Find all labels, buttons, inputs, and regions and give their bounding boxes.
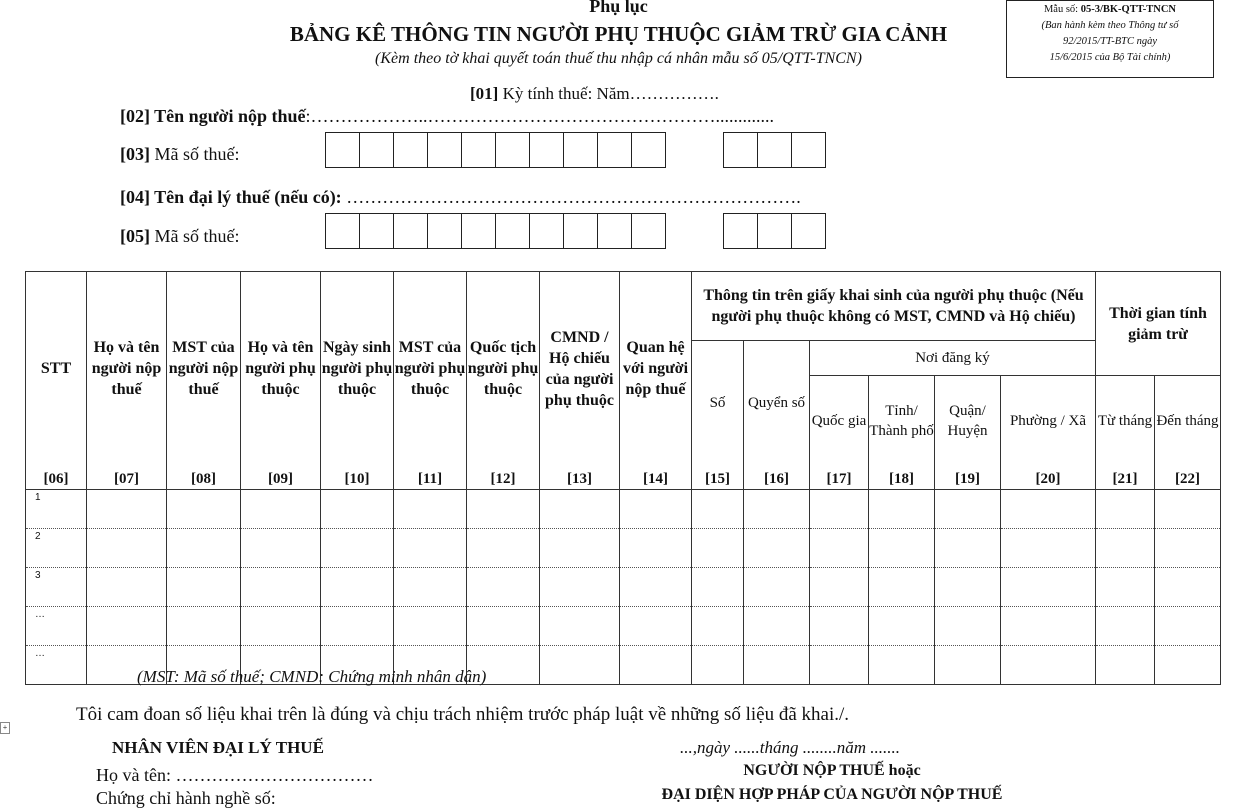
field-04-dots: …………………………………………………………………. [341, 187, 801, 207]
col-dependent-nationality: Quốc tịch người phụ thuộc [467, 272, 540, 466]
tax-period [470, 84, 719, 104]
form-note-line-1: (Ban hành kèm theo Thông tư số [1041, 20, 1179, 31]
agent-staff-title: NHÂN VIÊN ĐẠI LÝ THUẾ [112, 738, 324, 757]
column-code: [09] [241, 466, 321, 490]
column-code: [16] [744, 466, 810, 490]
field-02-code: [02] [120, 106, 150, 126]
column-code: [20] [1001, 466, 1096, 490]
taxpayer-mst-suffix-boxes[interactable] [723, 132, 825, 168]
mst-digit-box[interactable] [461, 132, 496, 168]
column-code: [11] [394, 466, 467, 490]
col-taxpayer-mst: MST của người nộp thuế [167, 272, 241, 466]
col-country: Quốc gia [810, 376, 869, 466]
column-code: [15] [692, 466, 744, 490]
mst-digit-box[interactable] [563, 132, 598, 168]
form-code-label: Mẫu số: [1043, 4, 1081, 15]
field-03-label: Mã số thuế: [150, 144, 240, 164]
declaration-text: Tôi cam đoan số liệu khai trên là đúng và chịu trách nhiệm trước pháp luật về những số liệu đã khai./. [76, 704, 850, 725]
agent-tax-code-label [120, 226, 240, 247]
row-number: 3 [26, 567, 87, 606]
form-note-line-3: 15/6/2015 của Bộ Tài chính) [1049, 52, 1171, 63]
column-code: [19] [935, 466, 1001, 490]
column-code: [06] [26, 466, 87, 490]
mst-digit-box[interactable] [325, 213, 360, 249]
period-code: [01] [470, 84, 499, 103]
row-number: 2 [26, 528, 87, 567]
field-05-label: Mã số thuế: [150, 226, 240, 246]
page-title: BẢNG KÊ THÔNG TIN NGƯỜI PHỤ THUỘC GIẢM TRỪ GIA CẢNH [289, 22, 948, 46]
column-code: [08] [167, 466, 241, 490]
table-row[interactable] [26, 489, 1221, 528]
taxpayer-tax-code-label [120, 144, 240, 165]
mst-digit-box[interactable] [393, 132, 428, 168]
col-relationship: Quan hệ với người nộp thuế [620, 272, 692, 466]
appendix-label: Phụ lục [589, 0, 648, 16]
col-dependent-dob: Ngày sinh người phụ thuộc [321, 272, 394, 466]
mst-digit-box[interactable] [529, 213, 564, 249]
row-number: 1 [26, 489, 87, 528]
col-registration-group: Nơi đăng ký [810, 341, 1096, 376]
taxpayer-mst-boxes[interactable] [325, 132, 665, 168]
column-code: [07] [87, 466, 167, 490]
agent-mst-suffix-boxes[interactable] [723, 213, 825, 249]
mst-digit-box[interactable] [723, 132, 758, 168]
agent-name-field[interactable]: Họ và tên: …………………………… [96, 765, 374, 785]
agent-certificate-field[interactable]: Chứng chỉ hành nghề số: [96, 788, 276, 808]
col-stt: STT [26, 272, 87, 466]
col-dependent-mst: MST của người phụ thuộc [394, 272, 467, 466]
dependents-table [25, 271, 1221, 685]
move-handle-icon[interactable]: + [0, 722, 10, 734]
col-birth-certificate-group: Thông tin trên giấy khai sinh của người phụ thuộc (Nếu người phụ thuộc không có MST, CMND và Hộ chiếu) [692, 272, 1096, 341]
mst-digit-box[interactable] [427, 213, 462, 249]
mst-digit-box[interactable] [529, 132, 564, 168]
mst-digit-box[interactable] [461, 213, 496, 249]
field-04-label: Tên đại lý thuế (nếu có): [150, 187, 342, 207]
row-number: … [26, 606, 87, 645]
table-row[interactable] [26, 606, 1221, 645]
mst-digit-box[interactable] [495, 213, 530, 249]
field-05-code: [05] [120, 226, 150, 246]
mst-digit-box[interactable] [359, 132, 394, 168]
column-code: [21] [1096, 466, 1155, 490]
col-birth-book: Quyển số [744, 341, 810, 466]
mst-digit-box[interactable] [597, 213, 632, 249]
mst-digit-box[interactable] [393, 213, 428, 249]
column-code: [14] [620, 466, 692, 490]
mst-digit-box[interactable] [631, 213, 666, 249]
mst-digit-box[interactable] [723, 213, 758, 249]
form-code: 05-3/BK-QTT-TNCN [1080, 4, 1177, 15]
field-03-code: [03] [120, 144, 150, 164]
col-ward: Phường / Xã [1001, 376, 1096, 466]
date-line[interactable]: ...,ngày ......tháng ........năm ....... [680, 738, 901, 757]
col-birth-number: Số [692, 341, 744, 466]
mst-digit-box[interactable] [495, 132, 530, 168]
column-code: [18] [869, 466, 935, 490]
row-number: … [26, 645, 87, 684]
mst-digit-box[interactable] [427, 132, 462, 168]
mst-digit-box[interactable] [359, 213, 394, 249]
table-row[interactable] [26, 528, 1221, 567]
column-code: [22] [1155, 466, 1221, 490]
taxpayer-signature-title: NGƯỜI NỘP THUẾ hoặc [743, 762, 921, 779]
column-code: [13] [540, 466, 620, 490]
column-code: [10] [321, 466, 394, 490]
taxpayer-name-field[interactable] [120, 106, 774, 127]
column-code: [17] [810, 466, 869, 490]
col-from-month: Từ tháng [1096, 376, 1155, 466]
column-codes-row [26, 466, 1221, 490]
tax-agent-name-field[interactable] [120, 187, 801, 208]
col-deduction-period-group: Thời gian tính giảm trừ [1096, 272, 1221, 376]
col-to-month: Đến tháng [1155, 376, 1221, 466]
mst-digit-box[interactable] [631, 132, 666, 168]
mst-digit-box[interactable] [791, 132, 826, 168]
table-row[interactable] [26, 567, 1221, 606]
mst-digit-box[interactable] [325, 132, 360, 168]
field-04-code: [04] [120, 187, 150, 207]
legal-representative-title: ĐẠI DIỆN HỢP PHÁP CỦA NGƯỜI NỘP THUẾ [661, 786, 1003, 803]
mst-digit-box[interactable] [757, 132, 792, 168]
col-dependent-id: CMND / Hộ chiếu của người phụ thuộc [540, 272, 620, 466]
col-district: Quận/ Huyện [935, 376, 1001, 466]
col-dependent-name: Họ và tên người phụ thuộc [241, 272, 321, 466]
period-text: Kỳ tính thuế: Năm……………. [498, 84, 719, 103]
mst-digit-box[interactable] [757, 213, 792, 249]
page-subtitle: (Kèm theo tờ khai quyết toán thuế thu nhập cá nhân mẫu số 05/QTT-TNCN) [375, 50, 862, 67]
mst-digit-box[interactable] [791, 213, 826, 249]
abbreviation-note: (MST: Mã số thuế; CMND: Chứng minh nhân dân) [137, 667, 487, 686]
agent-mst-boxes[interactable] [325, 213, 665, 249]
field-02-dots: :………………..…………………………………………............. [305, 106, 775, 126]
mst-digit-box[interactable] [563, 213, 598, 249]
mst-digit-box[interactable] [597, 132, 632, 168]
form-note-line-2: 92/2015/TT-BTC ngày [1062, 36, 1158, 47]
col-province: Tỉnh/ Thành phố [869, 376, 935, 466]
col-taxpayer-name: Họ và tên người nộp thuế [87, 272, 167, 466]
column-code: [12] [467, 466, 540, 490]
field-02-label: Tên người nộp thuế [150, 106, 306, 126]
